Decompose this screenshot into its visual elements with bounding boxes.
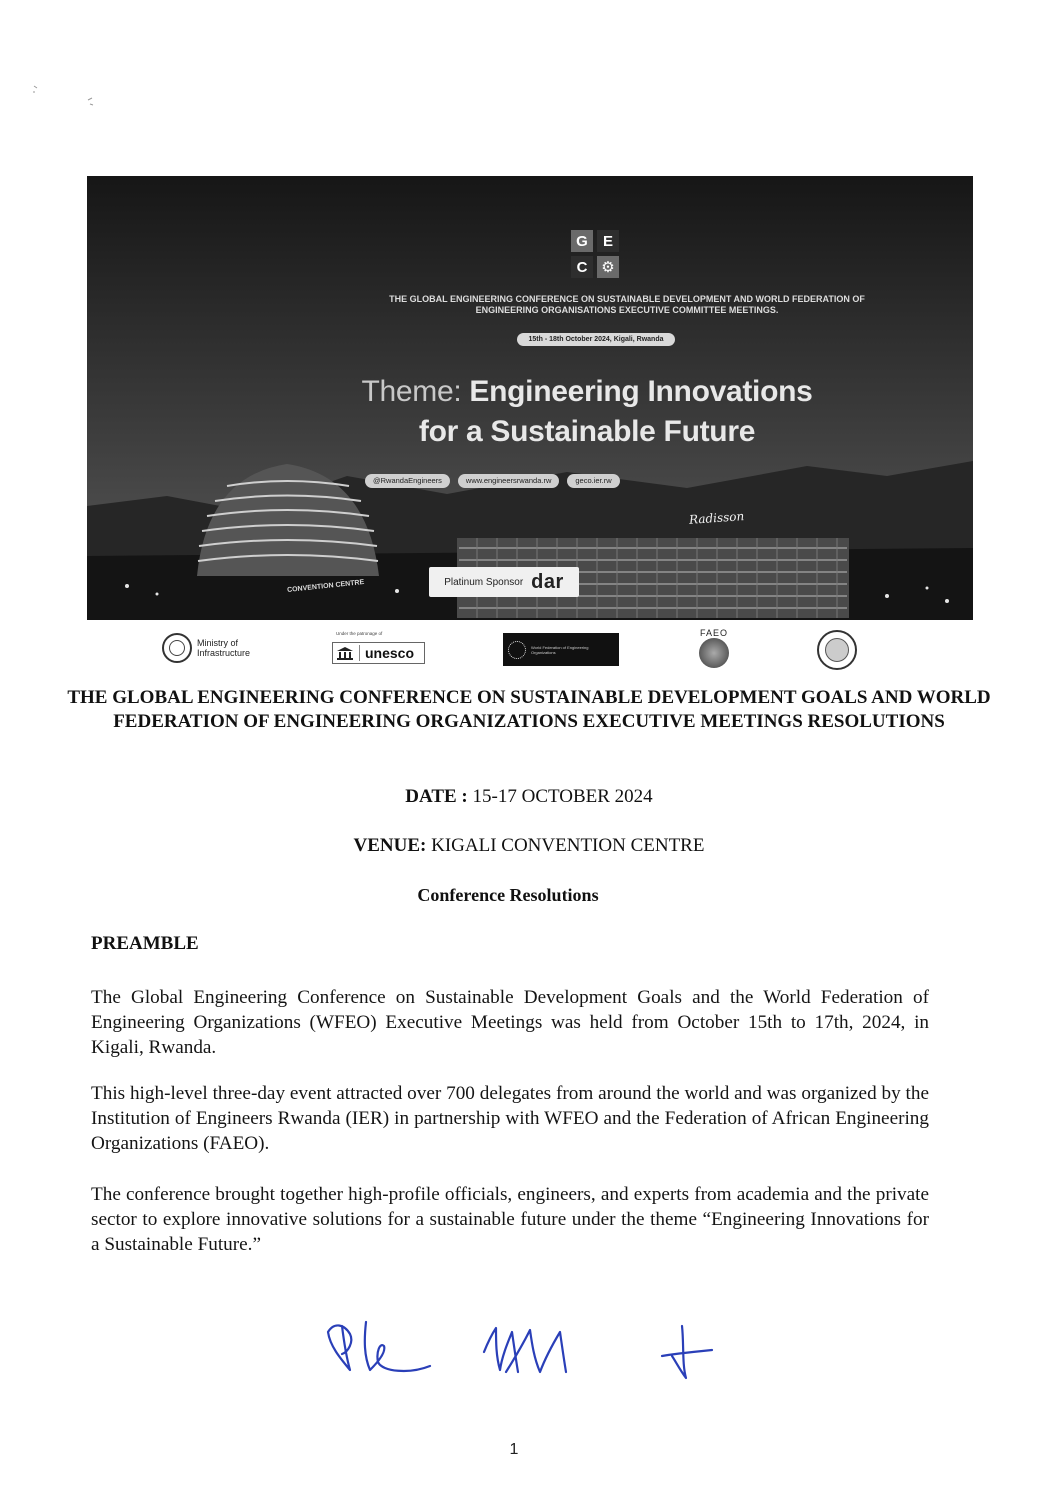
convention-centre-sign: CONVENTION CENTRE bbox=[286, 578, 365, 595]
website-link: www.engineersrwanda.rw bbox=[458, 474, 559, 488]
paragraph-2: This high-level three-day event attracted over 700 delegates from around the world and was organized by the Institution of Engineers Rwanda (IER) in partnership with WFEO and the Federation of African Engineering Organizations (FAEO). bbox=[91, 1083, 929, 1154]
logo-letter-g: G bbox=[571, 230, 593, 252]
unesco-logo bbox=[332, 631, 425, 664]
sponsor-label: Platinum Sponsor bbox=[444, 576, 524, 588]
handwritten-initials bbox=[320, 1312, 740, 1392]
paragraph-1: The Global Engineering Conference on Sustainable Development Goals and the World Federation of Engineering Organizations (WFEO) Executive Meetings was held from October 15th to 17th, 2024, in Kigali, Rwanda. bbox=[91, 987, 929, 1058]
geco-logo bbox=[571, 230, 619, 278]
date-line bbox=[0, 786, 1058, 808]
theme-line-2: for a Sustainable Future bbox=[418, 415, 756, 448]
theme-line-1: Engineering Innovations bbox=[469, 375, 813, 408]
logo-letter-c: C bbox=[571, 256, 593, 278]
platinum-sponsor-badge bbox=[429, 567, 579, 597]
banner-dates: 15th - 18th October 2024, Kigali, Rwanda bbox=[517, 333, 675, 346]
conference-banner bbox=[87, 176, 973, 620]
date-value: 15-17 OCTOBER 2024 bbox=[472, 786, 653, 807]
faeo-logo bbox=[692, 628, 736, 674]
ministry-line-2: Infrastructure bbox=[197, 648, 251, 658]
twitter-handle: @RwandaEngineers bbox=[365, 474, 450, 488]
preamble-heading: PREAMBLE bbox=[91, 933, 199, 954]
banner-theme bbox=[237, 372, 937, 452]
ministry-line-1: Ministry of bbox=[197, 638, 239, 648]
unesco-temple-icon bbox=[336, 646, 354, 660]
theme-prefix: Theme: bbox=[361, 375, 462, 408]
ministry-of-infrastructure-logo bbox=[162, 633, 250, 663]
wfeo-mark-icon bbox=[508, 641, 526, 659]
venue-label: VENUE: bbox=[353, 835, 427, 856]
document-title: THE GLOBAL ENGINEERING CONFERENCE ON SUSTAINABLE DEVELOPMENT GOALS AND WORLD FEDERATION OF ENGINEERING ORGANIZATIONS EXECUTIVE MEETINGS RESOLUTIONS bbox=[67, 687, 991, 732]
date-label: DATE : bbox=[405, 786, 468, 807]
geco-site-link: geco.ier.rw bbox=[567, 474, 619, 488]
wfeo-logo bbox=[503, 633, 619, 666]
hotel-sign: Radisson bbox=[688, 509, 745, 527]
globe-icon bbox=[699, 638, 729, 668]
scan-specks bbox=[28, 78, 108, 118]
unesco-patronage: Under the patronage of bbox=[336, 631, 383, 636]
sponsor-name: dar bbox=[531, 570, 564, 593]
page-number: 1 bbox=[509, 1441, 519, 1458]
logo-letter-e: E bbox=[597, 230, 619, 252]
unesco-name: unesco bbox=[359, 645, 414, 661]
ier-seal-icon bbox=[817, 630, 857, 670]
faeo-name: FAEO bbox=[699, 628, 728, 638]
partner-logos bbox=[87, 620, 973, 682]
conference-resolutions-heading: Conference Resolutions bbox=[417, 885, 599, 905]
venue-line bbox=[0, 835, 1058, 857]
paragraph-3: The conference brought together high-profile officials, engineers, and experts from academia and the private sector to explore innovative solutions for a sustainable future under the theme “Engineering Innovations for a Sustainable Future.” bbox=[91, 1184, 929, 1255]
banner-conference-name: THE GLOBAL ENGINEERING CONFERENCE ON SUSTAINABLE DEVELOPMENT AND WORLD FEDERATION OF ENGINEERING ORGANISATIONS EXECUTIVE COMMITTEE MEETINGS. bbox=[389, 294, 865, 315]
venue-value: KIGALI CONVENTION CENTRE bbox=[431, 835, 705, 856]
wfeo-text: World Federation of Engineering Organizations bbox=[530, 644, 589, 655]
rwanda-seal-icon bbox=[162, 633, 192, 663]
gear-icon: ⚙ bbox=[597, 256, 619, 278]
banner-links bbox=[365, 474, 620, 488]
